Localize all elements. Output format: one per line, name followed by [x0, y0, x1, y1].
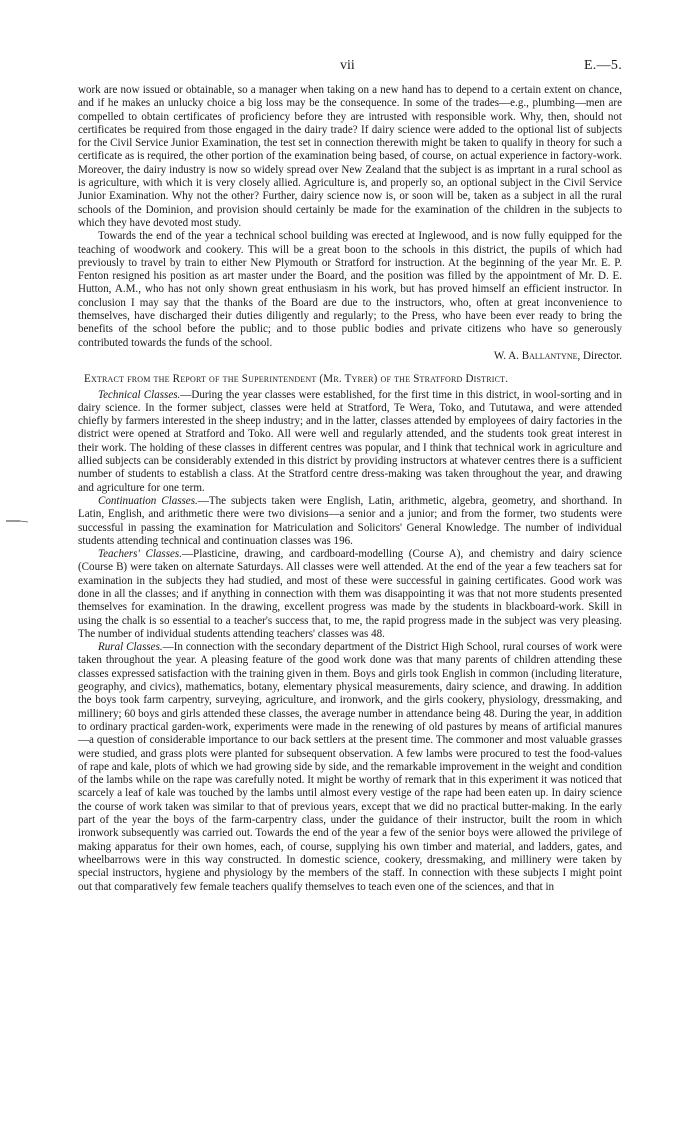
page-header	[78, 58, 622, 84]
rural-classes-text: —In connection with the secondary department of the District High School, rural courses of work were taken throughout the year. A pleasing feature of the good work done was that many parents of children attending these classes expressed satisfaction with the training given in them. Boys and girls took English in common (including literature, geography, and civics), mathematics, botany, elementary physical measurements, dairy science, and drawing. In addition the boys took farm carpentry, surveying, agriculture, and ironwork, and the girls cookery, physiology, dressmaking, and millinery; 60 boys and girls attended these classes, the average number in attendance being 48. During the year, in addition to ordinary practical garden-work, experiments were made in the renewing of old pastures by means of artificial manures—a question of considerable importance to our back settlers at the present time. The commoner and most valuable grasses were studied, and grass plots were planted for subsequent observation. A few lambs were procured to test the food-values of rape and kale, plots of which we had growing side by side, and the remarkable improvement in the weight and condition of the lambs while on the rape was carefully noted. It might be worthy of remark that in this experiment it was noticed that scarcely a leaf of kale was touched by the lambs until almost every vestige of the rape had been eaten up. In dairy science the course of work taken was similar to that of previous years, except that we did no practical butter-making. In the early part of the year the boys of the farm-carpentry class, under the guidance of their instructor, built the room in which ironwork subsequently was carried out. Towards the end of the year a few of the senior boys were allowed the privilege of making apparatus for their own homes, each, of course, supplying his own timber and material, and ladders, gates, and wheelbarrows were in this way constructed. In domestic science, cookery, dressmaking, and millinery were taken by special instructors, hygiene and physiology by the members of the staff. In connection with these subjects I might point out that comparatively few female teachers qualify themselves to teach even one of the sciences, and that in	[78, 641, 622, 893]
paragraph-continuation-dairy: work are now issued or obtainable, so a manager when taking on a new hand has to depend to a certain extent on chance, and if he makes an unlucky choice a big loss may be the consequence. In some of the trades—e.g., plumbing—men are compelled to obtain certificates of proficiency before they are intrusted with responsible work. Why, then, should not certificates be required from those engaged in the dairy trade? If dairy science were added to the optional list of subjects for the Civil Service Junior Examination, the test set in connection therewith might be taken to qualify in theory for such a certificate as is required, the other portion of the examination being based, of course, on actual experience in factory-work. Moreover, the dairy industry is now so widely spread over New Zealand that the subject is as imprtant in a rural school as is agriculture, with which it is very closely allied. Agriculture is, and properly so, an optional subject in the Civil Service Junior Examination. Why not the other? Further, dairy science now is, or soon will be, taken as a subject in all the rural schools of the Dominion, and provision should certainly be made for the examination of the children in the subjects to which they have devoted most study.	[78, 84, 622, 229]
page-number: vii	[340, 58, 355, 73]
teachers-classes-text: —Plasticine, drawing, and cardboard-modelling (Course A), and chemistry and dairy science (Course B) were taken on alternate Saturdays. All classes were well attended. At the end of the year a few teachers sat for examination in the subjects they had studied, and most of these were successful in gaining certificates. Good work was done in all the classes; and if anything in connection with them was disappointing it was that not more students presented themselves for examination. In the drawing, excellent progress was made by the students in blackboard-work. Skill in using the chalk is so essential to a teacher's success that, to me, the rapid progress made in the subject was very pleasing. The number of individual students attending teachers' classes was 48.	[78, 548, 622, 640]
paragraph-continuation-classes	[78, 495, 622, 548]
teachers-classes-label: Teachers' Classes.	[98, 548, 182, 561]
margin-mark-icon	[6, 518, 28, 524]
continuation-classes-label: Continuation Classes.	[98, 494, 198, 507]
rural-classes-label: Rural Classes.	[98, 641, 163, 654]
signature-title: , Director.	[577, 349, 622, 362]
paragraph-teachers-classes	[78, 548, 622, 641]
paragraph-rural-classes	[78, 641, 622, 894]
paragraph-technical-classes	[78, 389, 622, 495]
signature-name: W. A. Ballantyne	[493, 349, 578, 362]
continuation-classes-text: —The subjects taken were English, Latin, arithmetic, algebra, geometry, and shorthand. In Latin, English, and arithmetic there were two divisions—a senior and a junior; and from the former, two students were successful in passing the examination for Matriculation and Solicitors' General Knowledge. The number of individual students attending technical and continuation classes was 196.	[78, 494, 623, 547]
document-reference: E.—5.	[583, 58, 622, 73]
signature-line	[78, 350, 622, 363]
document-page	[78, 58, 622, 894]
technical-classes-label: Technical Classes.	[98, 388, 181, 401]
technical-classes-text: —During the year classes were established, for the first time in this district, in wool-sorting and in dairy science. In the former subject, classes were held at Stratford, Te Wera, Toko, and Tututawa, and were attended chiefly by farmers interested in the sheep industry; and in the latter, classes attended by employees of dairy factories in the district were opened at Stratford and Toko. All were well and regularly attended, and the students took great interest in their work. The holding of these classes in different centres was popular, and I think that technical work in agriculture and allied subjects can be considerably extended in this district by providing instructors at whatever centres there is a sufficient number of students to establish a class. At the Stratford centre dress-making was taken throughout the year, and drawing and agriculture for one term.	[78, 388, 622, 494]
extract-heading: Extract from the Report of the Superintendent (Mr. Tyrer) of the Stratford District.	[84, 373, 509, 386]
paragraph-inglewood: Towards the end of the year a technical school building was erected at Inglewood, and is now fully equipped for the teaching of woodwork and cookery. This will be a great boon to the schools in this district, the pupils of which had previously to travel by train to either New Plymouth or Stratford for instruction. At the beginning of the year Mr. E. P. Fenton resigned his position as art master under the Board, and the position was filled by the appointment of Mr. D. E. Hutton, A.M., who has not only shown great enthusiasm in his work, but has proved himself an efficient instructor. In conclusion I may say that the thanks of the Board are due to the instructors, who, often at great inconvenience to themselves, have discharged their duties diligently and regularly; to the Press, who have been ever ready to bring the benefits of the school before the public; and to those public bodies and private citizens who have so generously contributed towards the funds of the school.	[78, 230, 622, 349]
